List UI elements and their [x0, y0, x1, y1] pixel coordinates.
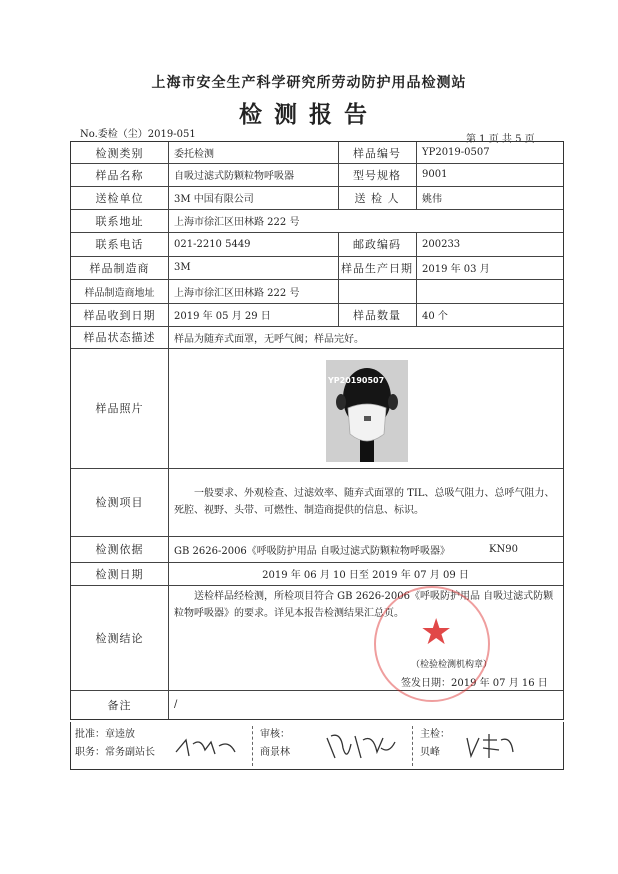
seal-star-icon: ★ [420, 612, 453, 653]
test-date-value: 2019 年 06 月 10 日至 2019 年 07 月 09 日 [262, 570, 469, 581]
model-value: 9001 [422, 169, 448, 180]
type-label: 检测类别 [95, 146, 144, 160]
conclusion-label: 检测结论 [95, 631, 144, 645]
maker-addr-value: 上海市徐汇区田林路 222 号 [174, 287, 300, 299]
postcode-label: 邮政编码 [353, 238, 401, 251]
remark-value: / [174, 699, 178, 710]
type-value: 委托检测 [174, 149, 214, 160]
remark-label: 备注 [107, 698, 132, 712]
signature-row [70, 722, 564, 770]
approve-label: 批准： [75, 729, 105, 740]
issue-date: 签发日期：2019 年 07 月 16 日 [401, 677, 548, 689]
basis-grade: KN90 [489, 543, 518, 555]
sender-person-value: 姚伟 [422, 194, 442, 205]
approve-name: 章逵放 [105, 729, 135, 740]
photo-label: 样品照片 [95, 402, 144, 415]
main-signature [461, 730, 521, 762]
review-name: 商景林 [260, 747, 290, 758]
conclusion-seal-note: （检验检测机构章） [411, 659, 493, 670]
sample-no-label: 样品编号 [353, 146, 401, 160]
basis-label: 检测依据 [95, 543, 144, 556]
sender-label: 送检单位 [95, 191, 144, 205]
report-title: 检测报告 [239, 101, 379, 128]
maker-addr-label: 样品制造商地址 [84, 287, 155, 299]
postcode-value: 200233 [422, 238, 461, 250]
state-label: 样品状态描述 [83, 331, 156, 344]
items-label: 检测项目 [95, 496, 144, 509]
sample-no-value: YP2019-0507 [422, 147, 490, 158]
prod-date-label: 样品生产日期 [341, 261, 413, 275]
prod-date-value: 2019 年 03 月 [422, 264, 490, 275]
maker-value: 3M [174, 262, 191, 273]
address-value: 上海市徐汇区田林路 222 号 [174, 217, 300, 228]
phone-value: 021-2210 5449 [174, 238, 251, 250]
recv-date-label: 样品收到日期 [83, 308, 156, 322]
state-value: 样品为随弃式面罩，无呼气阀；样品完好。 [174, 333, 364, 345]
test-date-label: 检测日期 [95, 567, 144, 581]
organization-name: 上海市安全生产科学研究所劳动防护用品检测站 [151, 75, 467, 91]
model-label: 型号规格 [353, 168, 401, 182]
review-label: 审核： [260, 729, 290, 740]
basis-value: GB 2626-2006《呼吸防护用品 自吸过滤式防颗粒物呼吸器》 [174, 545, 450, 557]
name-value: 自吸过滤式防颗粒物呼吸器 [174, 171, 294, 182]
main-label: 主检： [420, 729, 450, 740]
sender-person-label: 送 检 人 [354, 191, 400, 205]
qty-label: 样品数量 [353, 308, 401, 322]
photo-caption: YP20190507 [328, 376, 385, 385]
approve-signature [171, 732, 241, 762]
sender-value: 3M 中国有限公司 [174, 194, 254, 205]
items-value: 一般要求、外观检查、过滤效率、随弃式面罩的 TIL、总吸气阻力、总呼气阻力、死腔、视野、头带、可燃性、制造商提供的信息、标识。 [174, 488, 555, 516]
sample-photo [326, 360, 408, 462]
qty-value: 40 个 [422, 311, 448, 322]
address-label: 联系地址 [95, 214, 144, 228]
report-table [70, 141, 564, 720]
maker-label: 样品制造商 [89, 261, 150, 275]
recv-date-value: 2019 年 05 月 29 日 [174, 311, 271, 322]
approve-title: 职务：常务副站长 [75, 747, 155, 758]
review-signature [321, 728, 401, 764]
name-label: 样品名称 [95, 168, 144, 182]
phone-label: 联系电话 [95, 238, 144, 251]
page-number: 第 1 页 共 5 页 [466, 134, 535, 145]
conclusion-value: 送检样品经检测，所检项目符合 GB 2626-2006《呼吸防护用品 自吸过滤式防颗粒物呼吸器》的要求。详见本报告检测结果汇总页。 [174, 591, 554, 619]
main-name: 贝峰 [420, 747, 440, 758]
report-number: No.委检（尘）2019-051 [80, 129, 196, 140]
